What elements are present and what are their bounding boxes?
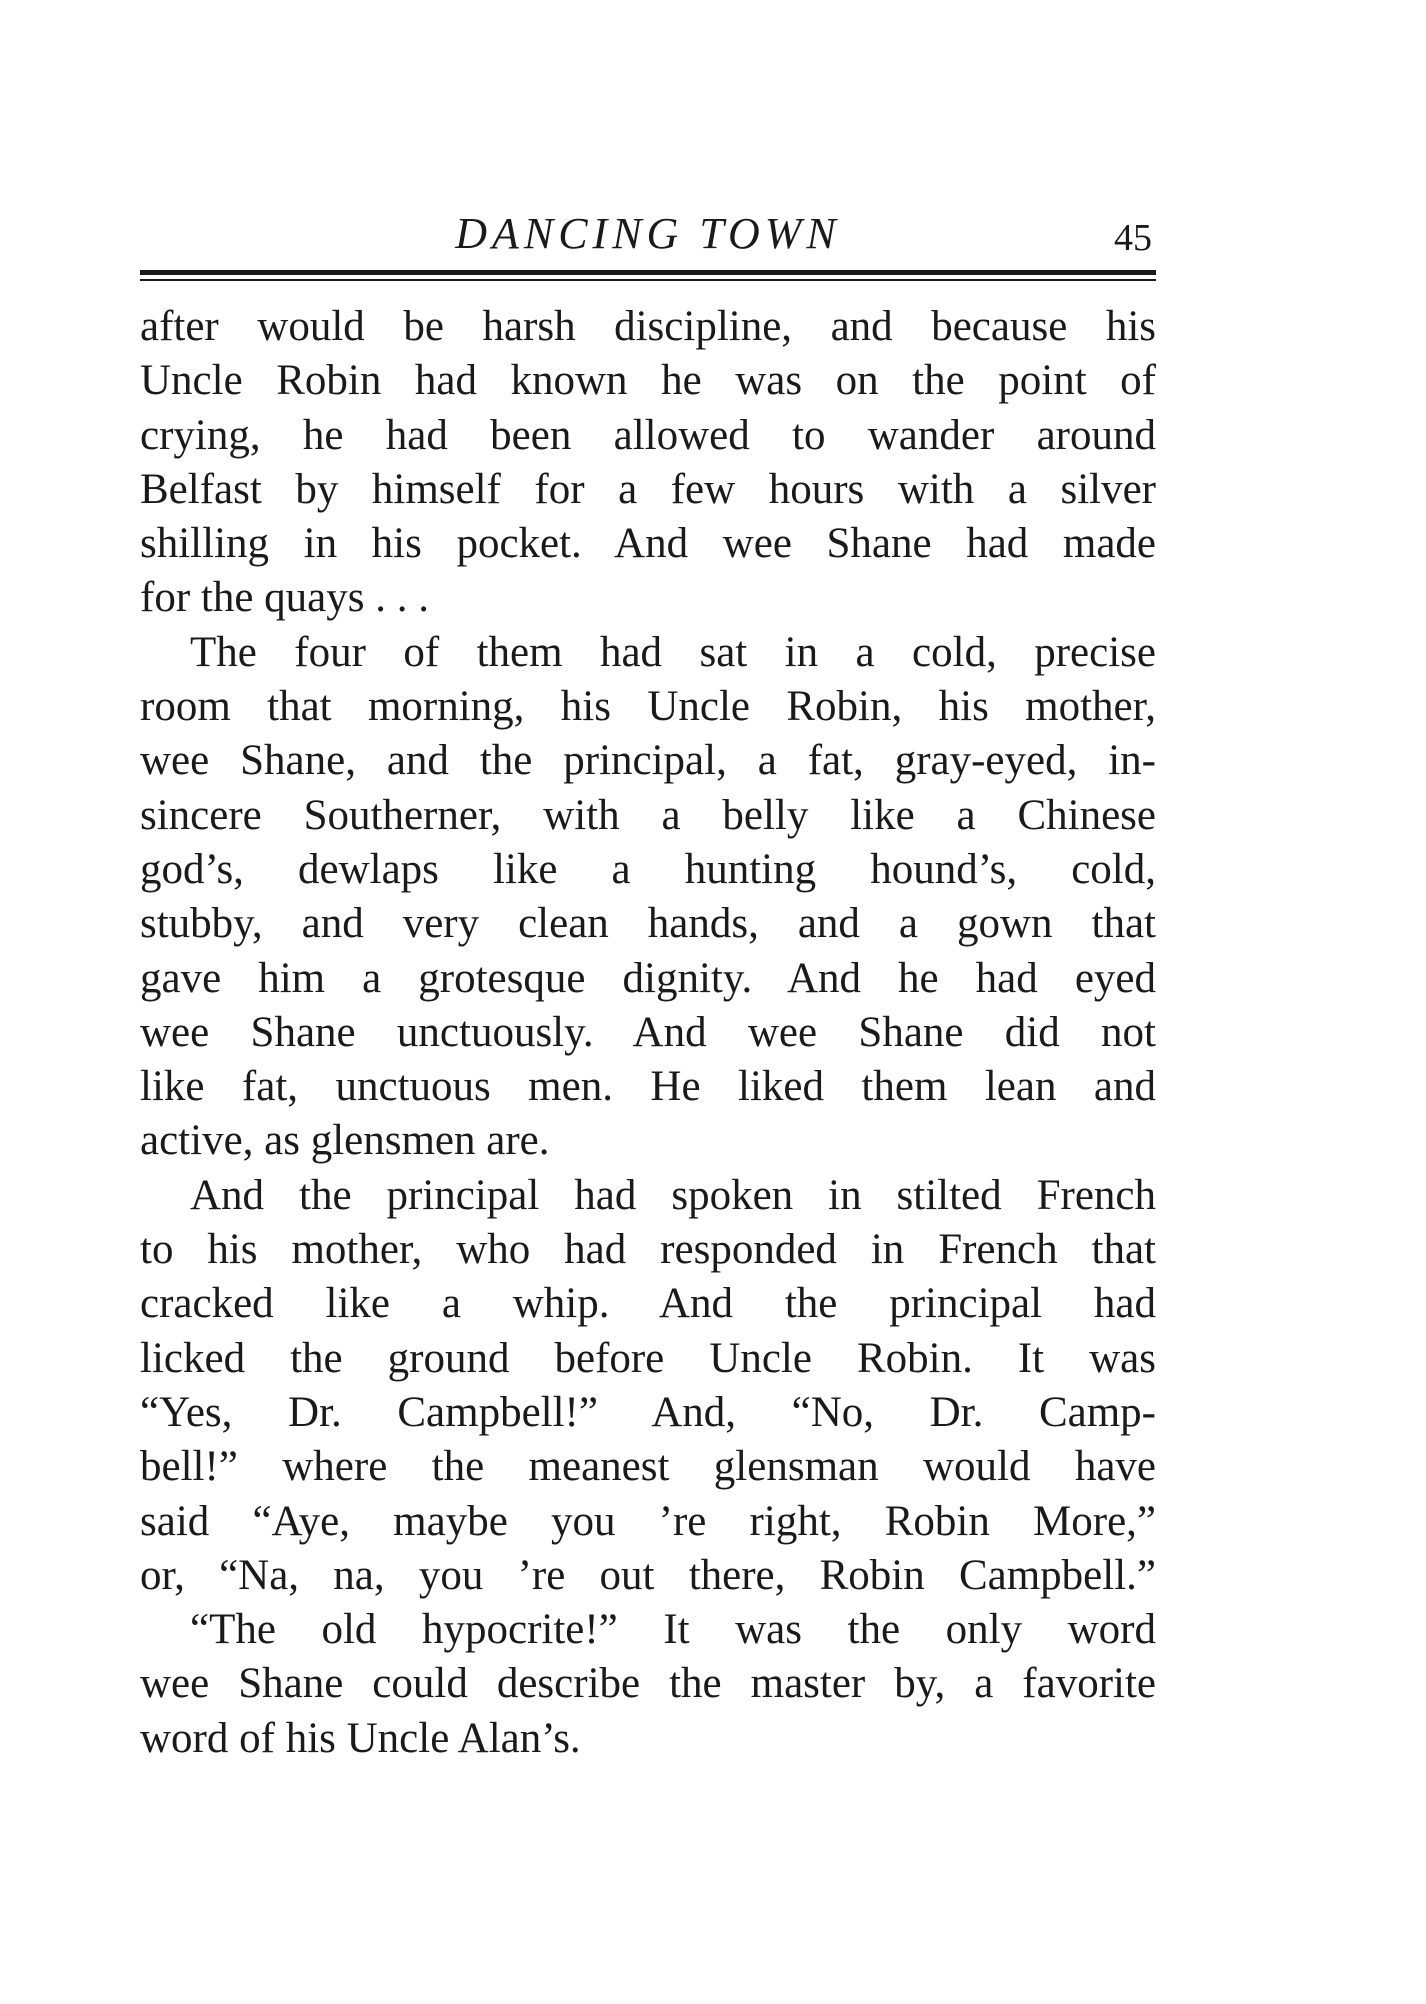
text-line: wee Shane, and the principal, a fat, gray-eyed, in- xyxy=(140,737,1156,785)
header-rule-thick xyxy=(140,270,1156,275)
text-line: active, as glensmen are. xyxy=(140,1117,550,1165)
paragraph-4 xyxy=(140,1603,1156,1766)
text-line: like fat, unctuous men. He liked them lean and xyxy=(140,1063,1156,1111)
text-line: bell!” where the meanest glensman would have xyxy=(140,1443,1156,1491)
running-title: DANCING TOWN xyxy=(455,209,841,258)
header-rule-thin xyxy=(140,279,1156,281)
text-line: to his mother, who had responded in French that xyxy=(140,1226,1156,1274)
text-line: room that morning, his Uncle Robin, his mother, xyxy=(140,683,1156,731)
text-line: stubby, and very clean hands, and a gown that xyxy=(140,900,1156,948)
text-line: gave him a grotesque dignity. And he had eyed xyxy=(140,954,1156,1002)
paragraph-2 xyxy=(140,626,1156,1169)
paragraph-3 xyxy=(140,1169,1156,1603)
text-line: licked the ground before Uncle Robin. It was xyxy=(140,1334,1156,1382)
text-line: sincere Southerner, with a belly like a Chinese xyxy=(140,791,1156,839)
text-line: god’s, dewlaps like a hunting hound’s, cold, xyxy=(140,845,1156,893)
running-head xyxy=(140,206,1156,266)
text-line: cracked like a whip. And the principal had xyxy=(140,1280,1156,1328)
text-line: word of his Uncle Alan’s. xyxy=(140,1714,581,1762)
text-line: wee Shane could describe the master by, a favorite xyxy=(140,1660,1156,1708)
text-line: And the principal had spoken in stilted French xyxy=(190,1171,1156,1219)
page-number: 45 xyxy=(1114,217,1152,259)
text-line: “The old hypocrite!” It was the only word xyxy=(190,1606,1156,1654)
text-line: Belfast by himself for a few hours with a silver xyxy=(140,465,1156,513)
text-line: The four of them had sat in a cold, precise xyxy=(190,628,1156,676)
text-line: Uncle Robin had known he was on the point of xyxy=(140,357,1156,405)
text-line: or, “Na, na, you ’re out there, Robin Campbell.” xyxy=(140,1551,1156,1599)
text-line: shilling in his pocket. And wee Shane had made xyxy=(140,520,1156,568)
text-line: for the quays . . . xyxy=(140,574,429,622)
text-line: after would be harsh discipline, and because his xyxy=(140,303,1156,350)
text-line: crying, he had been allowed to wander around xyxy=(140,411,1156,459)
text-line: said “Aye, maybe you ’re right, Robin More,” xyxy=(140,1497,1156,1545)
text-line: wee Shane unctuously. And wee Shane did not xyxy=(140,1008,1156,1056)
body-text xyxy=(140,300,1156,1766)
text-line: “Yes, Dr. Campbell!” And, “No, Dr. Camp- xyxy=(140,1388,1156,1436)
paragraph-1 xyxy=(140,300,1156,626)
